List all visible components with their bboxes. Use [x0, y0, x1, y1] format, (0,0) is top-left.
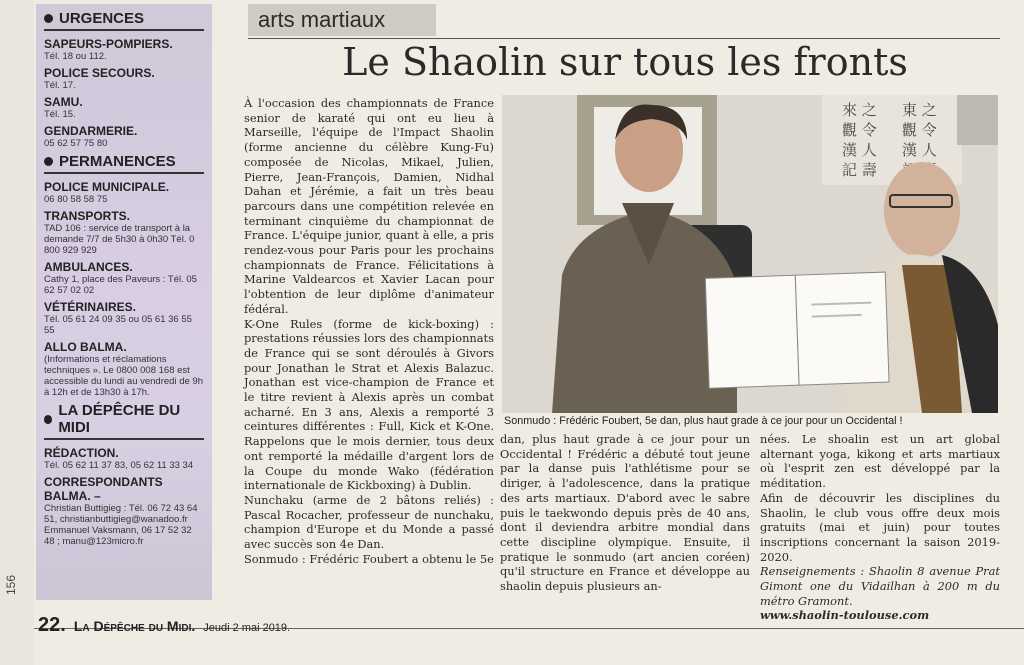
entry-detail: 05 62 57 75 80 [44, 138, 108, 149]
entry-detail: 06 80 58 58 75 [44, 194, 108, 205]
entry-title: SAPEURS-POMPIERS. [44, 37, 173, 51]
entry-title: POLICE MUNICIPALE. [44, 180, 170, 194]
paragraph: Afin de découvrir les disciplines du Shaolin, le club vous offre deux mois gratuits (mai et juin) pour toutes inscriptions concernant la saison 2019-2020. [760, 490, 1000, 564]
sidebar-entry [44, 95, 204, 120]
entry-detail: Tél. 05 61 24 09 35 ou 05 61 36 55 55 [44, 314, 192, 336]
bullet-icon [44, 14, 53, 23]
sidebar [36, 4, 212, 600]
photo-illustration [502, 95, 998, 413]
svg-text:記 壽: 記 壽 [842, 161, 877, 179]
article-photo [502, 95, 998, 413]
sidebar-section-permanences [44, 153, 204, 174]
bullet-icon [44, 157, 53, 166]
svg-text:漢 人: 漢 人 [902, 141, 937, 159]
sidebar-section-depeche [44, 402, 204, 440]
sidebar-entry [44, 37, 204, 62]
publication-date: Jeudi 2 mai 2019. [203, 622, 291, 634]
sidebar-entry [44, 475, 204, 547]
section-title: URGENCES [59, 10, 145, 27]
sidebar-entry [44, 446, 204, 471]
entry-detail: Tél. 05 62 11 37 83, 05 62 11 33 34 [44, 460, 194, 471]
paragraph: Sonmudo : Frédéric Foubert a obtenu le 5e [244, 551, 494, 566]
article-headline: Le Shaolin sur tous les fronts [342, 40, 908, 84]
svg-text:東 之: 東 之 [902, 101, 937, 119]
paragraph: dan, plus haut grade à ce jour pour un Occidental ! Frédéric a débuté tout jeune par la danse puis l'athlétisme pour se diriger, à l'adolescence, dans la pratique des arts martiaux. D'abord avec le sabre puis le taekwondo depuis près de 40 ans, dont il deviendra arbitre mondial dans cette discipline olympique. Ensuite, il pratique le sonmudo (art ancien coréen) qu'il structure en France et développe au shaolin depuis plusieurs an- [500, 432, 750, 594]
sidebar-entry [44, 340, 204, 398]
entry-detail: TAD 106 : service de transport à la demande 7/7 de 5h30 à 0h30 Tél. 0 800 929 929 [44, 223, 195, 256]
entry-detail: Tél. 15. [44, 109, 76, 120]
sidebar-section-urgences [44, 10, 204, 31]
sidebar-entry [44, 180, 204, 205]
margin-page-number: 156 [4, 575, 18, 596]
entry-title: RÉDACTION. [44, 446, 119, 460]
rubric-label: arts martiaux [248, 4, 436, 36]
entry-detail: Christian Buttigieg : Tél. 06 72 43 64 51, christianbuttigieg@wanadoo.fr Emmanuel Vaksmann, 06 17 52 32 48 ; manu@123micro.fr [44, 503, 198, 547]
entry-detail: Tél. 18 ou 112. [44, 51, 107, 62]
section-title: LA DÉPÊCHE DU MIDI [58, 402, 181, 436]
entry-detail: (Informations et réclamations techniques ». Le 0800 008 168 est accessible du lundi au vendredi de 9h à 12h et de 13h30 à 17h. [44, 354, 203, 398]
section-title: PERMANENCES [59, 153, 176, 170]
entry-title: POLICE SECOURS. [44, 66, 155, 80]
sidebar-entry [44, 260, 204, 296]
entry-detail: Cathy 1, place des Paveurs : Tél. 05 62 57 02 02 [44, 274, 197, 296]
svg-text:觀 令: 觀 令 [902, 121, 937, 139]
svg-text:漢 人: 漢 人 [842, 141, 877, 159]
page-edge [0, 0, 34, 665]
entry-title: CORRESPONDANTS BALMA. – [44, 475, 163, 503]
sidebar-entry [44, 209, 204, 256]
page-number: 22. [38, 614, 66, 636]
paragraph: À l'occasion des championnats de France senior de karaté qui ont eu lieu à Marseille, l'équipe de l'Impact Shaolin (forme ancienne du célèbre Kung-Fu) composée de Nicolas, Mikael, Julien, Pierre, Jean-François, Damien, Nidhal Dahan et Jérémie, a fait un très beau parcours dans une compétition relevée en terminant cinquième du championnat de France. L'équipe junior, quant à elle, a pris rendez-vous pour Paris pour les prochains championnats de France. Félicitations à Marine Valdearcos et Xavier Lacan pour l'obtention de leur diplôme d'animateur fédéral. [244, 96, 494, 316]
entry-title: ALLO BALMA. [44, 340, 127, 354]
bullet-icon [44, 415, 52, 424]
entry-title: SAMU. [44, 95, 83, 109]
article-column-2 [500, 432, 750, 594]
sidebar-entry [44, 300, 204, 336]
publication-name: La Dépêche du Midi. [73, 618, 196, 634]
svg-text:來 之: 來 之 [842, 101, 877, 119]
sidebar-entry [44, 66, 204, 91]
entry-title: AMBULANCES. [44, 260, 133, 274]
entry-title: TRANSPORTS. [44, 209, 131, 223]
paragraph: Nunchaku (arme de 2 bâtons reliés) : Pascal Rocacher, professeur de nunchaku, champion d'Europe et du Monde a passé avec succès son 4e Dan. [244, 492, 494, 552]
sidebar-entry [44, 124, 204, 149]
photo-caption: Sonmudo : Frédéric Foubert, 5e dan, plus haut grade à ce jour pour un Occidental ! [504, 415, 903, 427]
paragraph: nées. Le shoalin est un art global alternant yoga, kikong et arts martiaux où l'esprit zen est développé par la méditation. [760, 432, 1000, 491]
website-link[interactable]: www.shaolin-toulouse.com [760, 608, 930, 623]
svg-text:觀 令: 觀 令 [842, 121, 877, 139]
info-text: Renseignements : Shaolin 8 avenue Prat Gimont one du Vidailhan à 200 m du métro Gramont. [760, 564, 1000, 608]
article-column-1 [244, 96, 494, 567]
page-footer [38, 614, 290, 637]
header-rule [248, 38, 1000, 39]
entry-detail: Tél. 17. [44, 80, 76, 91]
entry-title: VÉTÉRINAIRES. [44, 300, 137, 314]
entry-title: GENDARMERIE. [44, 124, 138, 138]
paragraph: K-One Rules (forme de kick-boxing) : prestations réussies lors des championnats de France qui se sont déroulés à Givors pour Jonathan le Strat et Alexis Balazuc. Jonathan est vice-champion de France et le titre revient à Alexis après un combat acharné. En 3 ans, Alexis a remporté 3 ceintures différentes : Full, Kick et K-One. Rappelons que le mois dernier, tous deux ont remporté la médaille d'argent lors de la Coupe du monde Wako (fédération internationale de Kickboxing) à Dublin. [244, 316, 494, 493]
article-column-3 [760, 432, 1000, 623]
